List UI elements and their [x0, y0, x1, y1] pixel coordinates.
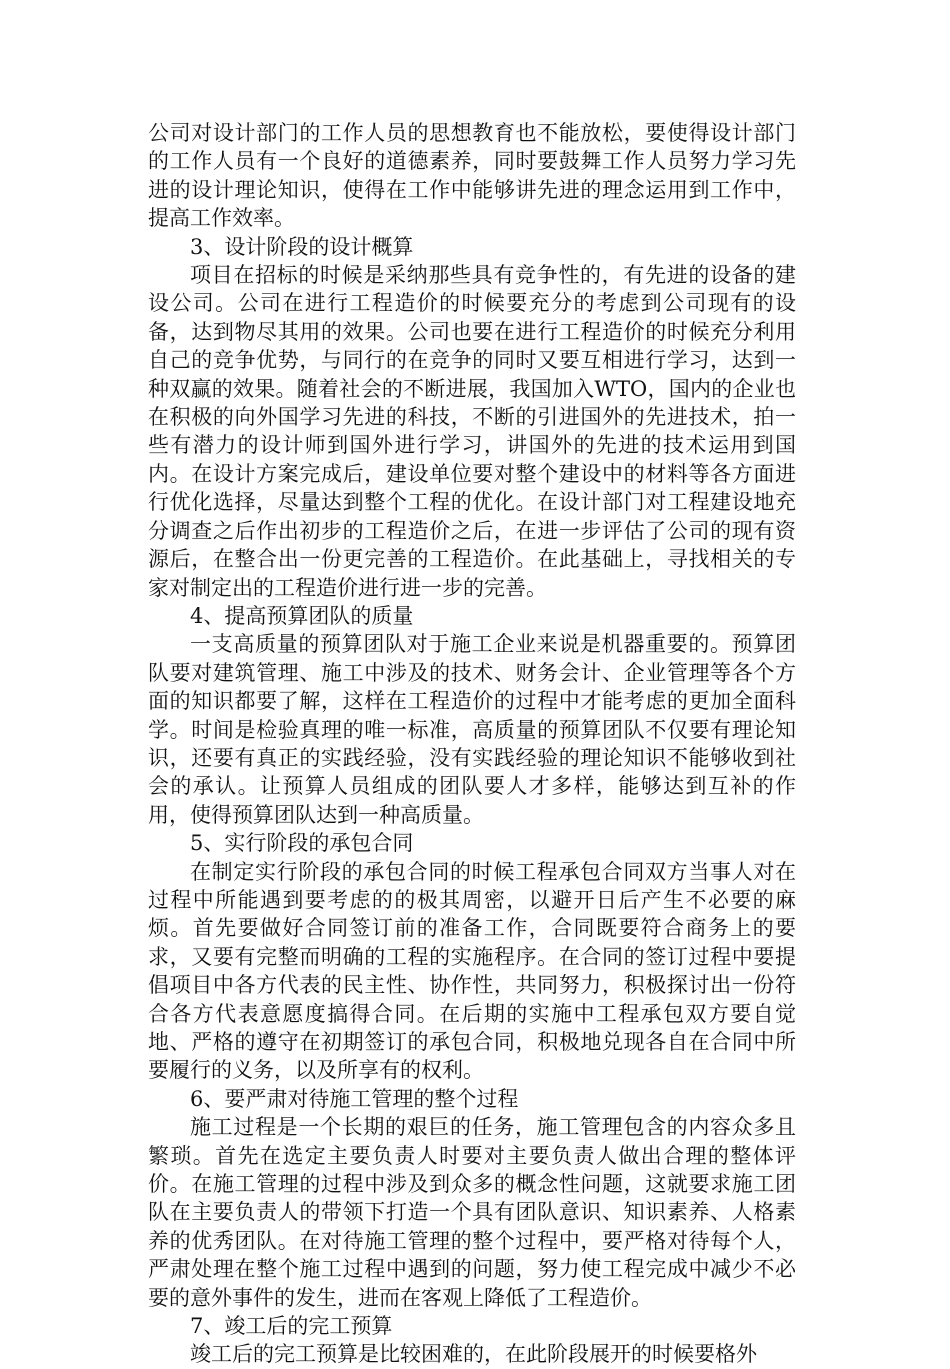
section-heading-7: 7、竣工后的完工预算 — [190, 1314, 393, 1339]
section-heading-5: 5、实行阶段的承包合同 — [190, 831, 414, 856]
paragraph-designer-education: 公司对设计部门的工作人员的思想教育也不能放松，要使得设计部门的工作人员有一个良好的道德素养，同时要鼓舞工作人员努力学习先进的设计理论知识，使得在工作中能够讲先进的理念运用到工作中，提高工作效率。 — [148, 121, 796, 231]
paragraph-construction-management: 施工过程是一个长期的艰巨的任务，施工管理包含的内容众多且繁琐。首先在选定主要负责人时要对主要负责人做出合理的整体评价。在施工管理的过程中涉及到众多的概念性问题，这就要求施工团队在主要负责人的带领下打造一个具有团队意识、知识素养、人格素养的优秀团队。在对待施工管理的整个过程中，要严格对待每个人，严肃处理在整个施工过程中遇到的问题，努力使工程完成中减少不必要的意外事件的发生，进而在客观上降低了工程造价。 — [148, 1115, 796, 1310]
section-heading-3: 3、设计阶段的设计概算 — [190, 234, 414, 259]
paragraph-completion-budget: 竣工后的完工预算是比较困难的，在此阶段展开的时候要格外 — [190, 1342, 757, 1367]
document-body — [148, 119, 796, 1369]
paragraph-design-estimate: 项目在招标的时候是采纳那些具有竞争性的，有先进的设备的建设公司。公司在进行工程造价的时候要充分的考虑到公司现有的设备，达到物尽其用的效果。公司也要在进行工程造价的时候充分利用自己的竞争优势，与同行的在竞争的同时又要互相进行学习，达到一种双赢的效果。随着社会的不断进展，我国加入WTO，国内的企业也在积极的向外国学习先进的科技，不断的引进国外的先进技术，拍一些有潜力的设计师到国外进行学习，讲国外的先进的技术运用到国内。在设计方案完成后，建设单位要对整个建设中的材料等各方面进行优化选择，尽量达到整个工程的优化。在设计部门对工程建设地充分调查之后作出初步的工程造价之后，在进一步评估了公司的现有资源后，在整合出一份更完善的工程造价。在此基础上，寻找相关的专家对制定出的工程造价进行进一步的完善。 — [148, 263, 796, 600]
section-heading-6: 6、要严肃对待施工管理的整个过程 — [190, 1086, 519, 1111]
paragraph-budget-team: 一支高质量的预算团队对于施工企业来说是机器重要的。预算团队要对建筑管理、施工中涉及的技术、财务会计、企业管理等各个方面的知识都要了解，这样在工程造价的过程中才能考虑的更加全面科学。时间是检验真理的唯一标准，高质量的预算团队不仅要有理论知识，还要有真正的实践经验，没有实践经验的理论知识不能够收到社会的承认。让预算人员组成的团队要人才多样，能够达到互补的作用，使得预算团队达到一种高质量。 — [148, 632, 796, 827]
paragraph-contract: 在制定实行阶段的承包合同的时候工程承包合同双方当事人对在过程中所能遇到要考虑的的极其周密，以避开日后产生不必要的麻烦。首先要做好合同签订前的准备工作，合同既要符合商务上的要求，又要有完整而明确的工程的实施程序。在合同的签订过程中要提倡项目中各方代表的民主性、协作性，共同努力，积极探讨出一份符合各方代表意愿度搞得合同。在后期的实施中工程承包双方要自觉地、严格的遵守在初期签订的承包合同，积极地兑现各自在合同中所要履行的义务，以及所享有的权利。 — [148, 859, 796, 1083]
section-heading-4: 4、提高预算团队的质量 — [190, 603, 414, 628]
